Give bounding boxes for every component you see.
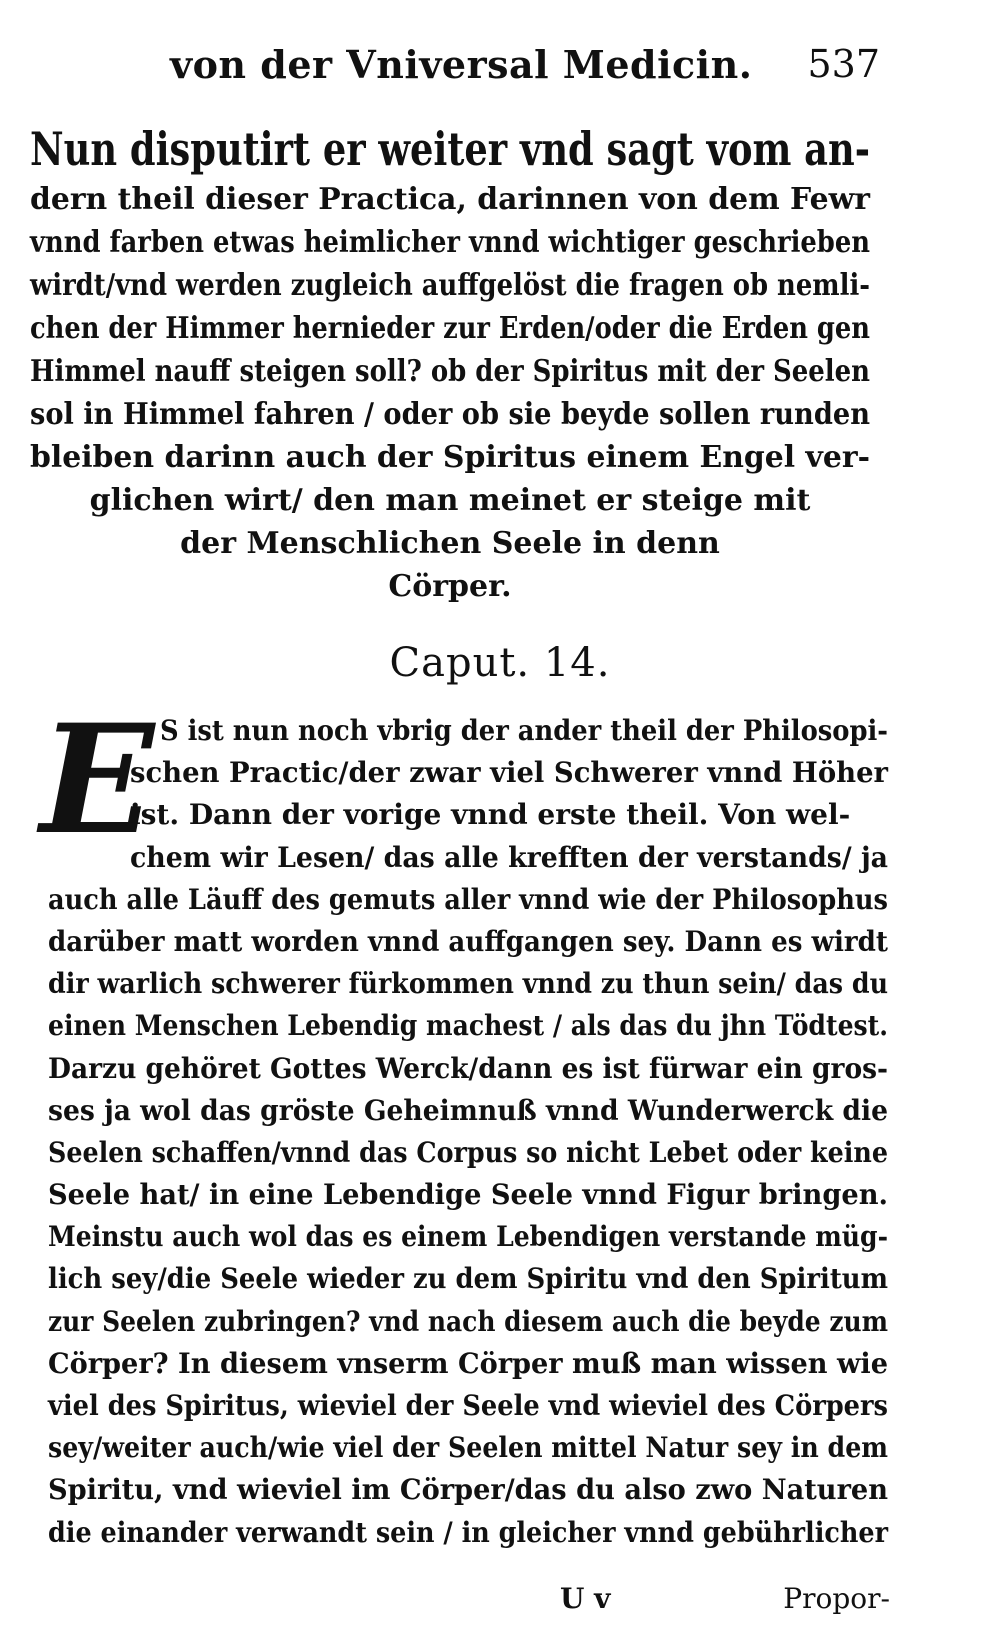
chapter-title: Caput. 14. [389, 640, 611, 686]
page-header [160, 42, 880, 92]
body-text [48, 710, 888, 1554]
body-line: Darzu gehöret Gottes Werck/dann es ist fürwar ein gros- [48, 1051, 888, 1085]
page-footer [560, 1582, 890, 1622]
heading-line: bleiben darinn auch der Spiritus einem Engel ver- [30, 440, 870, 475]
decorated-initial: E [40, 692, 155, 868]
body-line: darüber matt worden vnnd auffgangen sey. Dann es wirdt [48, 924, 888, 958]
body-line: schen Practic/der zwar viel Schwerer vnnd Höher [130, 756, 888, 790]
body-line: Cörper? In diesem vnserm Cörper muß man wissen wie [48, 1346, 888, 1380]
heading-line: Nun disputirt er weiter vnd sagt vom an- [30, 122, 870, 176]
body-line: die einander verwandt sein / in gleicher vnnd gebührlicher [48, 1515, 888, 1549]
body-line: einen Menschen Lebendig machest / als das du jhn Tödtest. [48, 1009, 888, 1043]
body-line: lich sey/die Seele wieder zu dem Spiritu vnd den Spiritum [48, 1262, 888, 1296]
heading-line: Cörper. [388, 569, 512, 604]
heading-line: chen der Himmer hernieder zur Erden/oder die Erden gen [30, 311, 870, 346]
body-line: viel des Spiritus, wieviel der Seele vnd wieviel des Cörpers [48, 1389, 888, 1422]
body-line: Spiritu, vnd wieviel im Cörper/das du also zwo Naturen [48, 1473, 888, 1507]
heading-line: dern theil dieser Practica, darinnen von dem Fewr [30, 182, 870, 217]
heading-line: Himmel nauff steigen soll? ob der Spiritus mit der Seelen [30, 354, 870, 389]
body-line: Seelen schaffen/vnnd das Corpus so nicht Lebet oder keine [48, 1135, 888, 1169]
body-line: S ist nun noch vbrig der ander theil der Philosopi- [160, 714, 888, 747]
heading-line: der Menschlichen Seele in denn [180, 526, 720, 561]
body-line: zur Seelen zubringen? vnd nach diesem auch die beyde zum [48, 1304, 888, 1338]
running-title: von der Vniversal Medicin. [170, 42, 753, 87]
heading-line: vnnd farben etwas heimlicher vnnd wichtiger geschrieben [30, 225, 870, 260]
body-line: Meinstu auch wol das es einem Lebendigen verstande müg- [48, 1220, 888, 1254]
body-line: ist. Dann der vorige vnnd erste theil. Von wel- [130, 798, 851, 832]
page-number: 537 [807, 42, 880, 86]
catchword: Propor- [783, 1582, 890, 1615]
body-line: ses ja wol das gröste Geheimnuß vnnd Wunderwerck die [48, 1093, 888, 1127]
body-line: sey/weiter auch/wie viel der Seelen mittel Natur sey in dem [48, 1431, 888, 1465]
body-line: dir warlich schwerer fürkommen vnnd zu thun sein/ das du [48, 967, 888, 1001]
body-line: chem wir Lesen/ das alle krefften der verstands/ ja [130, 840, 888, 874]
chapter-summary-heading [30, 120, 870, 608]
body-line: Seele hat/ in eine Lebendige Seele vnnd Figur bringen. [48, 1178, 888, 1212]
heading-line: sol in Himmel fahren / oder ob sie beyde sollen runden [30, 397, 870, 432]
heading-line: wirdt/vnd werden zugleich auffgelöst die fragen ob nemli- [30, 268, 870, 303]
heading-line: glichen wirt/ den man meinet er steige mit [89, 483, 811, 518]
body-line: auch alle Läuff des gemuts aller vnnd wie der Philosophus [48, 882, 888, 916]
signature-mark: U v [560, 1582, 611, 1615]
